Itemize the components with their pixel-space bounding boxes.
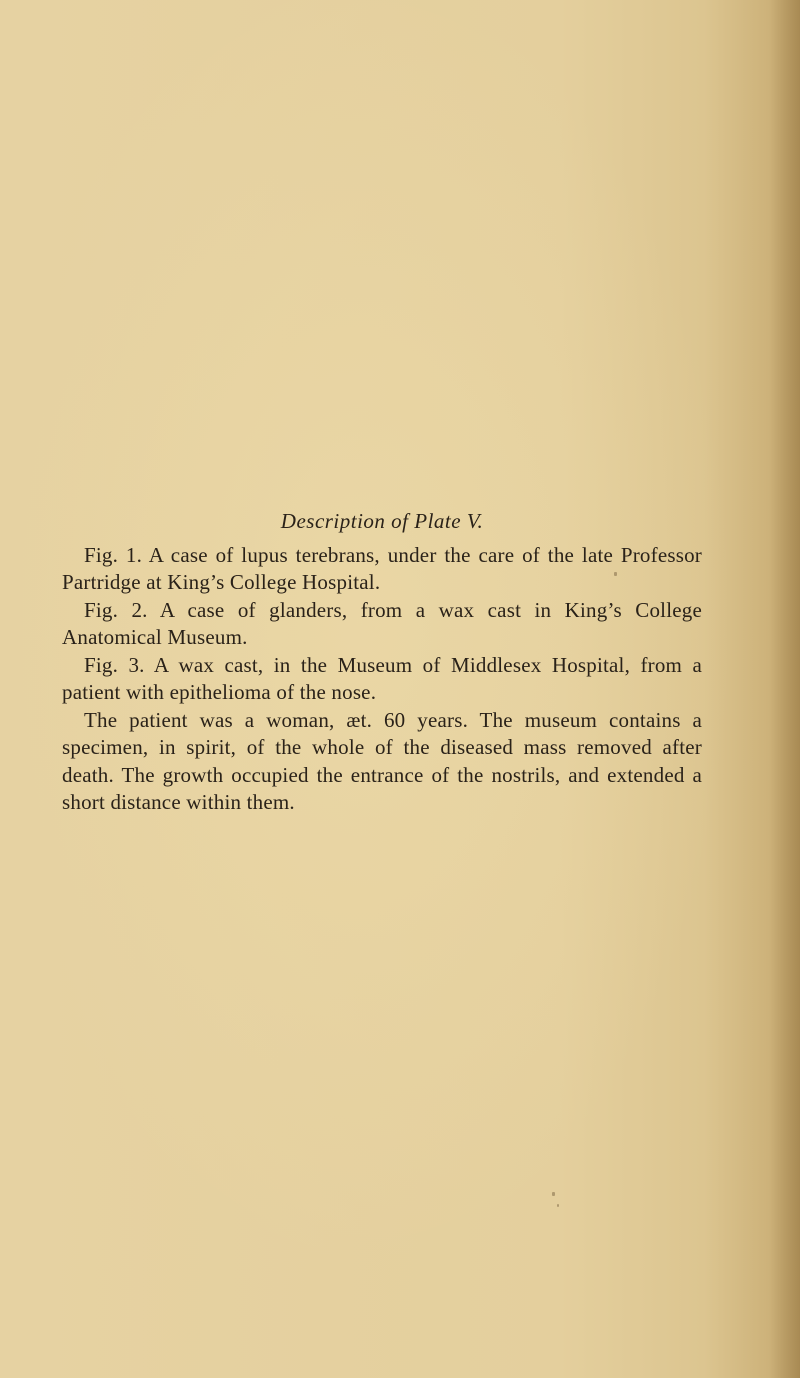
figure-3-description: Fig. 3. A wax cast, in the Museum of Middlesex Hospital, from a patient with epithelioma of the nose. [62,652,702,704]
plate-description [62,508,702,817]
plate-title: Description of Plate V. [280,509,484,533]
figure-2-description: Fig. 2. A case of glanders, from a wax cast in King’s College Anatomical Museum. [62,597,702,649]
paper-speck [552,1192,555,1196]
figure-1-description: Fig. 1. A case of lupus terebrans, under the care of the late Professor Partridge at King’s College Hospital. [62,542,702,594]
page-edge-shadow [770,0,800,1378]
paper-speck [557,1204,559,1207]
patient-note: The patient was a woman, æt. 60 years. The museum contains a specimen, in spirit, of the whole of the diseased mass removed after death. The growth occupied the entrance of the nostrils, and extended a short distance within them. [62,707,702,814]
